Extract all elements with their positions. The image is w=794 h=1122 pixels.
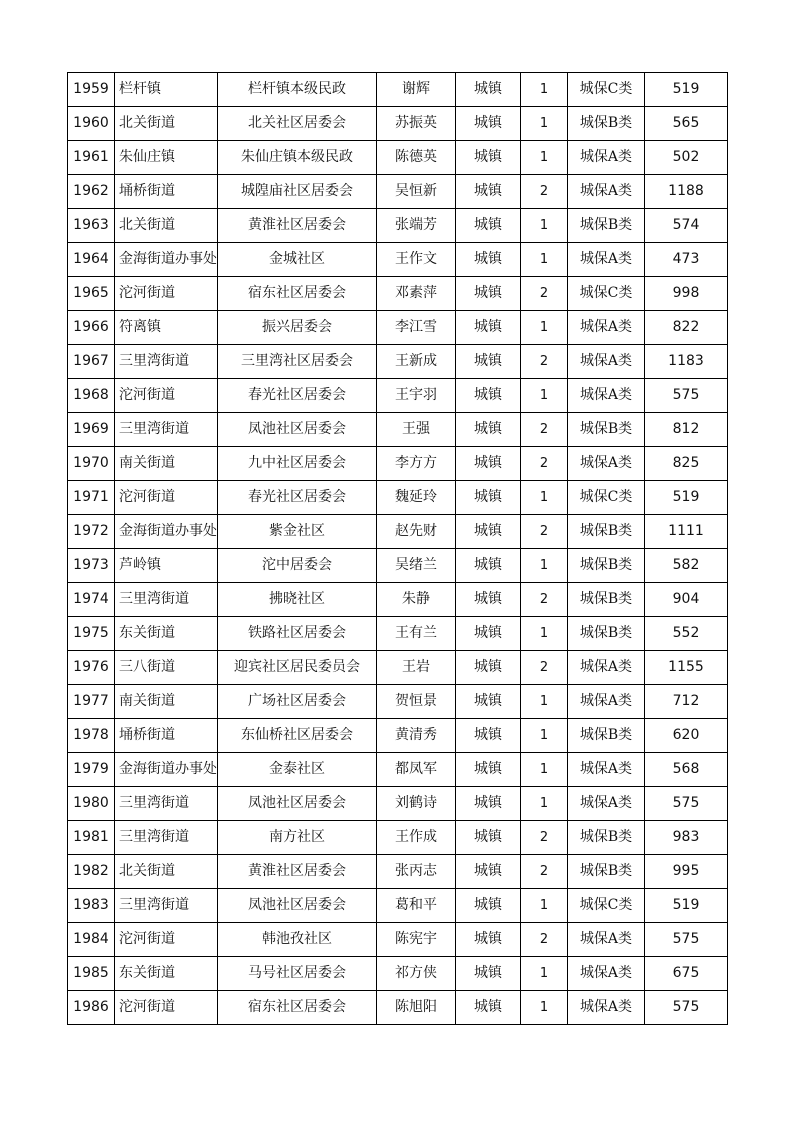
household-count-cell: 1 [521,957,568,991]
area-type-cell: 城镇 [456,481,521,515]
row-number-cell: 1962 [68,175,115,209]
area-type-cell: 城镇 [456,175,521,209]
area-type-cell: 城镇 [456,651,521,685]
street-office-cell: 沱河街道 [115,277,218,311]
amount-cell: 502 [645,141,728,175]
household-count-cell: 1 [521,481,568,515]
household-count-cell: 1 [521,787,568,821]
row-number-cell: 1969 [68,413,115,447]
row-number-cell: 1975 [68,617,115,651]
street-office-cell: 南关街道 [115,447,218,481]
relief-category-cell: 城保A类 [568,141,645,175]
amount-cell: 904 [645,583,728,617]
community-cell: 凤池社区居委会 [218,889,377,923]
relief-category-cell: 城保C类 [568,277,645,311]
street-office-cell: 沱河街道 [115,481,218,515]
recipient-name-cell: 李江雪 [377,311,456,345]
recipient-name-cell: 张丙志 [377,855,456,889]
table-row [68,923,728,957]
relief-category-cell: 城保C类 [568,73,645,107]
row-number-cell: 1974 [68,583,115,617]
relief-category-cell: 城保B类 [568,209,645,243]
street-office-cell: 埇桥街道 [115,175,218,209]
amount-cell: 574 [645,209,728,243]
community-cell: 宿东社区居委会 [218,277,377,311]
household-count-cell: 1 [521,991,568,1025]
area-type-cell: 城镇 [456,413,521,447]
relief-category-cell: 城保A类 [568,175,645,209]
recipient-name-cell: 邓素萍 [377,277,456,311]
row-number-cell: 1986 [68,991,115,1025]
recipient-name-cell: 王岩 [377,651,456,685]
row-number-cell: 1968 [68,379,115,413]
community-cell: 九中社区居委会 [218,447,377,481]
relief-category-cell: 城保B类 [568,549,645,583]
area-type-cell: 城镇 [456,685,521,719]
table-row [68,515,728,549]
area-type-cell: 城镇 [456,787,521,821]
community-cell: 沱中居委会 [218,549,377,583]
area-type-cell: 城镇 [456,447,521,481]
community-cell: 春光社区居委会 [218,481,377,515]
recipient-name-cell: 王宇羽 [377,379,456,413]
community-cell: 春光社区居委会 [218,379,377,413]
recipient-name-cell: 谢辉 [377,73,456,107]
area-type-cell: 城镇 [456,617,521,651]
area-type-cell: 城镇 [456,821,521,855]
table-row [68,651,728,685]
community-cell: 黄淮社区居委会 [218,855,377,889]
table-row [68,991,728,1025]
table-row [68,753,728,787]
street-office-cell: 三里湾街道 [115,413,218,447]
row-number-cell: 1972 [68,515,115,549]
recipient-name-cell: 吴绪兰 [377,549,456,583]
area-type-cell: 城镇 [456,209,521,243]
recipient-name-cell: 葛和平 [377,889,456,923]
area-type-cell: 城镇 [456,141,521,175]
area-type-cell: 城镇 [456,277,521,311]
household-count-cell: 1 [521,379,568,413]
street-office-cell: 北关街道 [115,209,218,243]
household-count-cell: 2 [521,855,568,889]
community-cell: 紫金社区 [218,515,377,549]
area-type-cell: 城镇 [456,345,521,379]
relief-category-cell: 城保A类 [568,753,645,787]
area-type-cell: 城镇 [456,889,521,923]
community-cell: 三里湾社区居委会 [218,345,377,379]
table-row [68,345,728,379]
row-number-cell: 1985 [68,957,115,991]
table-row [68,821,728,855]
household-count-cell: 2 [521,821,568,855]
community-cell: 拂晓社区 [218,583,377,617]
recipient-name-cell: 陈宪宇 [377,923,456,957]
amount-cell: 473 [645,243,728,277]
area-type-cell: 城镇 [456,311,521,345]
row-number-cell: 1971 [68,481,115,515]
relief-category-cell: 城保A类 [568,345,645,379]
community-cell: 金城社区 [218,243,377,277]
row-number-cell: 1973 [68,549,115,583]
relief-category-cell: 城保A类 [568,923,645,957]
household-count-cell: 1 [521,73,568,107]
amount-cell: 998 [645,277,728,311]
area-type-cell: 城镇 [456,549,521,583]
household-count-cell: 2 [521,515,568,549]
row-number-cell: 1967 [68,345,115,379]
table-row [68,719,728,753]
row-number-cell: 1982 [68,855,115,889]
community-cell: 凤池社区居委会 [218,413,377,447]
row-number-cell: 1966 [68,311,115,345]
recipient-name-cell: 祁方侠 [377,957,456,991]
recipient-name-cell: 苏振英 [377,107,456,141]
area-type-cell: 城镇 [456,719,521,753]
household-count-cell: 1 [521,107,568,141]
recipient-name-cell: 陈旭阳 [377,991,456,1025]
row-number-cell: 1963 [68,209,115,243]
area-type-cell: 城镇 [456,923,521,957]
table-row [68,379,728,413]
street-office-cell: 三里湾街道 [115,583,218,617]
street-office-cell: 北关街道 [115,107,218,141]
amount-cell: 575 [645,787,728,821]
area-type-cell: 城镇 [456,957,521,991]
amount-cell: 620 [645,719,728,753]
household-count-cell: 2 [521,923,568,957]
street-office-cell: 符离镇 [115,311,218,345]
street-office-cell: 沱河街道 [115,991,218,1025]
recipient-name-cell: 刘鹤诗 [377,787,456,821]
household-count-cell: 1 [521,311,568,345]
amount-cell: 519 [645,889,728,923]
recipient-name-cell: 贺恒景 [377,685,456,719]
community-cell: 凤池社区居委会 [218,787,377,821]
street-office-cell: 金海街道办事处 [115,753,218,787]
table-row [68,583,728,617]
table-row [68,413,728,447]
household-count-cell: 1 [521,719,568,753]
recipient-name-cell: 王作文 [377,243,456,277]
relief-roster-table [67,72,728,1025]
recipient-name-cell: 都凤军 [377,753,456,787]
community-cell: 黄淮社区居委会 [218,209,377,243]
street-office-cell: 芦岭镇 [115,549,218,583]
table-body [68,73,728,1025]
amount-cell: 565 [645,107,728,141]
area-type-cell: 城镇 [456,583,521,617]
street-office-cell: 南关街道 [115,685,218,719]
recipient-name-cell: 赵先财 [377,515,456,549]
street-office-cell: 东关街道 [115,617,218,651]
street-office-cell: 金海街道办事处 [115,243,218,277]
table-row [68,787,728,821]
amount-cell: 712 [645,685,728,719]
community-cell: 韩池孜社区 [218,923,377,957]
table-row [68,549,728,583]
relief-category-cell: 城保A类 [568,379,645,413]
table-row [68,447,728,481]
relief-category-cell: 城保A类 [568,311,645,345]
community-cell: 马号社区居委会 [218,957,377,991]
household-count-cell: 1 [521,753,568,787]
recipient-name-cell: 吴恒新 [377,175,456,209]
area-type-cell: 城镇 [456,379,521,413]
table-row [68,209,728,243]
amount-cell: 552 [645,617,728,651]
table-row [68,277,728,311]
row-number-cell: 1961 [68,141,115,175]
recipient-name-cell: 王新成 [377,345,456,379]
amount-cell: 1111 [645,515,728,549]
amount-cell: 1155 [645,651,728,685]
relief-category-cell: 城保B类 [568,583,645,617]
household-count-cell: 2 [521,651,568,685]
table-row [68,73,728,107]
amount-cell: 812 [645,413,728,447]
row-number-cell: 1984 [68,923,115,957]
amount-cell: 575 [645,923,728,957]
community-cell: 宿东社区居委会 [218,991,377,1025]
recipient-name-cell: 陈德英 [377,141,456,175]
recipient-name-cell: 王作成 [377,821,456,855]
household-count-cell: 2 [521,447,568,481]
relief-category-cell: 城保A类 [568,685,645,719]
relief-category-cell: 城保A类 [568,957,645,991]
household-count-cell: 2 [521,277,568,311]
table-row [68,855,728,889]
street-office-cell: 栏杆镇 [115,73,218,107]
street-office-cell: 三八街道 [115,651,218,685]
row-number-cell: 1979 [68,753,115,787]
street-office-cell: 朱仙庄镇 [115,141,218,175]
street-office-cell: 东关街道 [115,957,218,991]
row-number-cell: 1980 [68,787,115,821]
table-row [68,957,728,991]
row-number-cell: 1960 [68,107,115,141]
community-cell: 广场社区居委会 [218,685,377,719]
table-row [68,685,728,719]
street-office-cell: 沱河街道 [115,379,218,413]
table-row [68,311,728,345]
row-number-cell: 1981 [68,821,115,855]
relief-category-cell: 城保B类 [568,855,645,889]
amount-cell: 1188 [645,175,728,209]
street-office-cell: 北关街道 [115,855,218,889]
table-row [68,243,728,277]
relief-category-cell: 城保B类 [568,719,645,753]
relief-category-cell: 城保B类 [568,515,645,549]
community-cell: 金泰社区 [218,753,377,787]
amount-cell: 568 [645,753,728,787]
relief-category-cell: 城保A类 [568,243,645,277]
relief-category-cell: 城保A类 [568,447,645,481]
recipient-name-cell: 王有兰 [377,617,456,651]
row-number-cell: 1959 [68,73,115,107]
amount-cell: 519 [645,481,728,515]
community-cell: 迎宾社区居民委员会 [218,651,377,685]
amount-cell: 519 [645,73,728,107]
table-row [68,889,728,923]
row-number-cell: 1976 [68,651,115,685]
relief-category-cell: 城保B类 [568,821,645,855]
household-count-cell: 1 [521,209,568,243]
amount-cell: 575 [645,379,728,413]
table-row [68,481,728,515]
amount-cell: 825 [645,447,728,481]
household-count-cell: 1 [521,243,568,277]
table-row [68,107,728,141]
household-count-cell: 1 [521,685,568,719]
household-count-cell: 1 [521,141,568,175]
street-office-cell: 三里湾街道 [115,821,218,855]
amount-cell: 575 [645,991,728,1025]
area-type-cell: 城镇 [456,515,521,549]
street-office-cell: 金海街道办事处 [115,515,218,549]
recipient-name-cell: 黄清秀 [377,719,456,753]
row-number-cell: 1965 [68,277,115,311]
street-office-cell: 埇桥街道 [115,719,218,753]
relief-category-cell: 城保B类 [568,107,645,141]
amount-cell: 995 [645,855,728,889]
community-cell: 栏杆镇本级民政 [218,73,377,107]
household-count-cell: 1 [521,617,568,651]
household-count-cell: 2 [521,175,568,209]
relief-category-cell: 城保B类 [568,617,645,651]
street-office-cell: 三里湾街道 [115,787,218,821]
relief-category-cell: 城保A类 [568,787,645,821]
household-count-cell: 2 [521,583,568,617]
recipient-name-cell: 李方方 [377,447,456,481]
relief-category-cell: 城保C类 [568,889,645,923]
household-count-cell: 2 [521,345,568,379]
amount-cell: 983 [645,821,728,855]
household-count-cell: 1 [521,889,568,923]
row-number-cell: 1964 [68,243,115,277]
community-cell: 朱仙庄镇本级民政 [218,141,377,175]
area-type-cell: 城镇 [456,107,521,141]
table-row [68,175,728,209]
relief-category-cell: 城保A类 [568,991,645,1025]
recipient-name-cell: 张端芳 [377,209,456,243]
row-number-cell: 1983 [68,889,115,923]
area-type-cell: 城镇 [456,855,521,889]
street-office-cell: 三里湾街道 [115,345,218,379]
recipient-name-cell: 魏延玲 [377,481,456,515]
amount-cell: 582 [645,549,728,583]
street-office-cell: 三里湾街道 [115,889,218,923]
row-number-cell: 1978 [68,719,115,753]
recipient-name-cell: 王强 [377,413,456,447]
community-cell: 城隍庙社区居委会 [218,175,377,209]
community-cell: 东仙桥社区居委会 [218,719,377,753]
area-type-cell: 城镇 [456,73,521,107]
community-cell: 铁路社区居委会 [218,617,377,651]
household-count-cell: 1 [521,549,568,583]
community-cell: 南方社区 [218,821,377,855]
table-row [68,617,728,651]
community-cell: 北关社区居委会 [218,107,377,141]
row-number-cell: 1970 [68,447,115,481]
relief-category-cell: 城保C类 [568,481,645,515]
table-row [68,141,728,175]
relief-category-cell: 城保A类 [568,651,645,685]
street-office-cell: 沱河街道 [115,923,218,957]
area-type-cell: 城镇 [456,753,521,787]
area-type-cell: 城镇 [456,991,521,1025]
area-type-cell: 城镇 [456,243,521,277]
relief-category-cell: 城保B类 [568,413,645,447]
recipient-name-cell: 朱静 [377,583,456,617]
household-count-cell: 2 [521,413,568,447]
row-number-cell: 1977 [68,685,115,719]
amount-cell: 822 [645,311,728,345]
amount-cell: 1183 [645,345,728,379]
amount-cell: 675 [645,957,728,991]
community-cell: 振兴居委会 [218,311,377,345]
